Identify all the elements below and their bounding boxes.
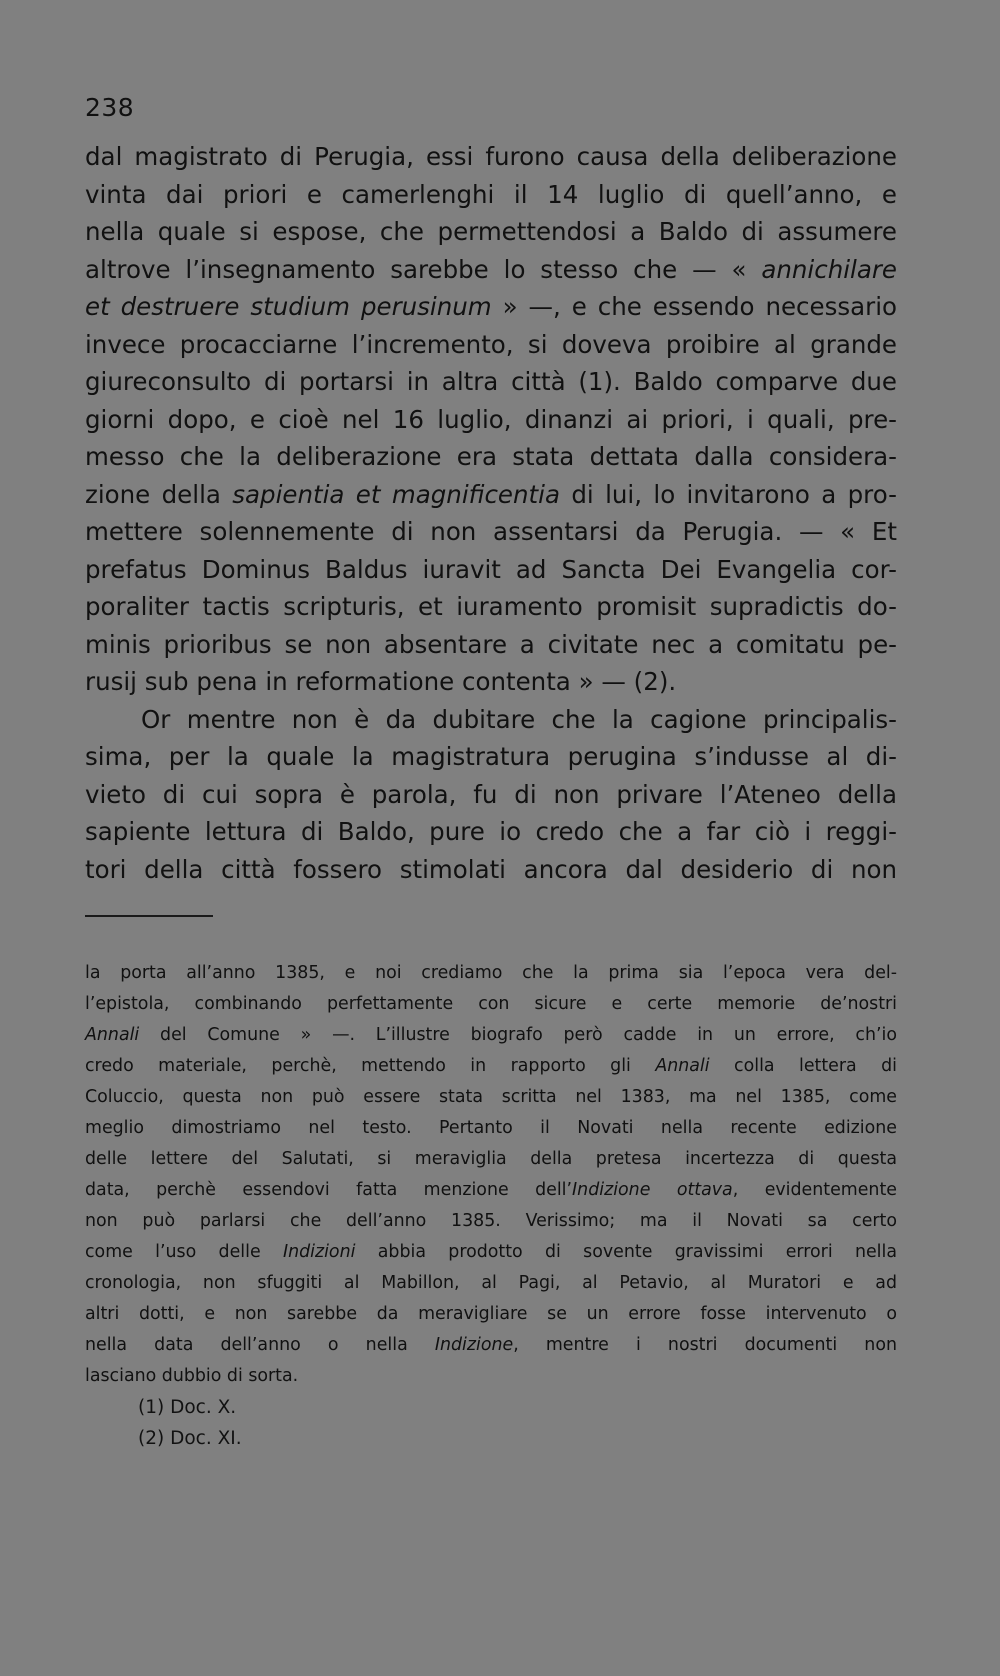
body-line: mettere solennemente di non assentarsi da Perugia. — « Et (85, 517, 897, 546)
footnote-line: altri dotti, e non sarebbe da meravigliare se un errore fosse intervenuto o (85, 1304, 897, 1324)
body-line: vieto di cui sopra è parola, fu di non privare l’Ateneo della (85, 779, 897, 809)
body-line: messo che la deliberazione era stata dettata dalla considera- (85, 442, 897, 471)
body-text (85, 138, 897, 888)
footnote-line: Coluccio, questa non può essere stata scritta nel 1383, ma nel 1385, come (85, 1087, 897, 1107)
footnote-line: meglio dimostriamo nel testo. Pertanto il Novati nella recente edizione (85, 1118, 897, 1138)
body-line: nella quale si espose, che permettendosi a Baldo di assumere (85, 217, 897, 246)
body-line: Or mentre non è da dubitare che la cagione principalis- (141, 704, 897, 734)
body-line: giureconsulto di portarsi in altra città (1). Baldo comparve due (85, 367, 897, 396)
footnote-reference-1: (1) Doc. X. (138, 1397, 237, 1418)
body-line: sima, per la quale la magistratura perugina s’indusse al di- (85, 742, 897, 771)
body-line: rusij sub pena in reformatione contenta » — (2). (85, 667, 677, 696)
footnote-line: credo materiale, perchè, mettendo in rapporto gli Annali colla lettera di (85, 1056, 897, 1076)
italic-phrase: sapientia et magnificentia (232, 479, 560, 509)
body-line: invece procacciarne l’incremento, si doveva proibire al grande (85, 329, 897, 359)
footnote-line: Annali del Comune » —. L’illustre biografo però cadde in un errore, ch’io (85, 1025, 897, 1045)
italic-phrase: Indizione (434, 1335, 514, 1355)
body-line: et destruere studium perusinum » —, e che essendo necessario (85, 292, 897, 321)
body-line: poraliter tactis scripturis, et iuramento promisit supradictis do- (85, 592, 897, 621)
body-line: sapiente lettura di Baldo, pure io credo che a far ciò i reggi- (85, 817, 897, 846)
body-line: tori della città fossero stimolati ancora dal desiderio di non (85, 854, 897, 884)
body-line: minis prioribus se non absentare a civitate nec a comitatu pe- (85, 629, 897, 659)
italic-phrase: annichilare (761, 254, 897, 284)
italic-phrase: et destruere studium perusinum (85, 292, 492, 321)
italic-phrase: Annali (655, 1056, 710, 1076)
body-line: altrove l’insegnamento sarebbe lo stesso che — « annichilare (85, 254, 897, 284)
page-number: 238 (85, 93, 135, 122)
italic-phrase: Annali (85, 1025, 140, 1045)
footnote-line: nella data dell’anno o nella Indizione, mentre i nostri documenti non (85, 1335, 897, 1355)
footnote-line: l’epistola, combinando perfettamente con sicure e certe memorie de’nostri (85, 994, 897, 1014)
footnote-line: cronologia, non sfuggiti al Mabillon, al Pagi, al Petavio, al Muratori e ad (85, 1273, 897, 1293)
footnote-line: non può parlarsi che dell’anno 1385. Verissimo; ma il Novati sa certo (85, 1211, 897, 1231)
body-line: prefatus Dominus Baldus iuravit ad Sancta Dei Evangelia cor- (85, 554, 897, 584)
footnote-line: lasciano dubbio di sorta. (85, 1366, 299, 1386)
body-line: giorni dopo, e cioè nel 16 luglio, dinanzi ai priori, i quali, pre- (85, 404, 897, 434)
body-line: zione della sapientia et magnificentia di lui, lo invitarono a pro- (85, 479, 898, 509)
footnote-reference-2: (2) Doc. XI. (138, 1428, 242, 1449)
footnote-separator-rule (85, 915, 213, 917)
footnote-line: data, perchè essendovi fatta menzione dell’Indizione ottava, evidentemente (85, 1180, 897, 1200)
footnote-line: come l’uso delle Indizioni abbia prodotto di sovente gravissimi errori nella (85, 1242, 897, 1262)
body-line: dal magistrato di Perugia, essi furono causa della deliberazione (85, 142, 897, 171)
italic-phrase: Indizioni (282, 1242, 356, 1262)
body-line: vinta dai priori e camerlenghi il 14 luglio di quell’anno, e (85, 179, 897, 209)
footnote-line: la porta all’anno 1385, e noi crediamo che la prima sia l’epoca vera del- (85, 963, 897, 983)
italic-phrase: Indizione ottava (572, 1180, 733, 1200)
footnotes (85, 958, 897, 1454)
footnote-line: delle lettere del Salutati, si meraviglia della pretesa incertezza di questa (85, 1149, 897, 1169)
